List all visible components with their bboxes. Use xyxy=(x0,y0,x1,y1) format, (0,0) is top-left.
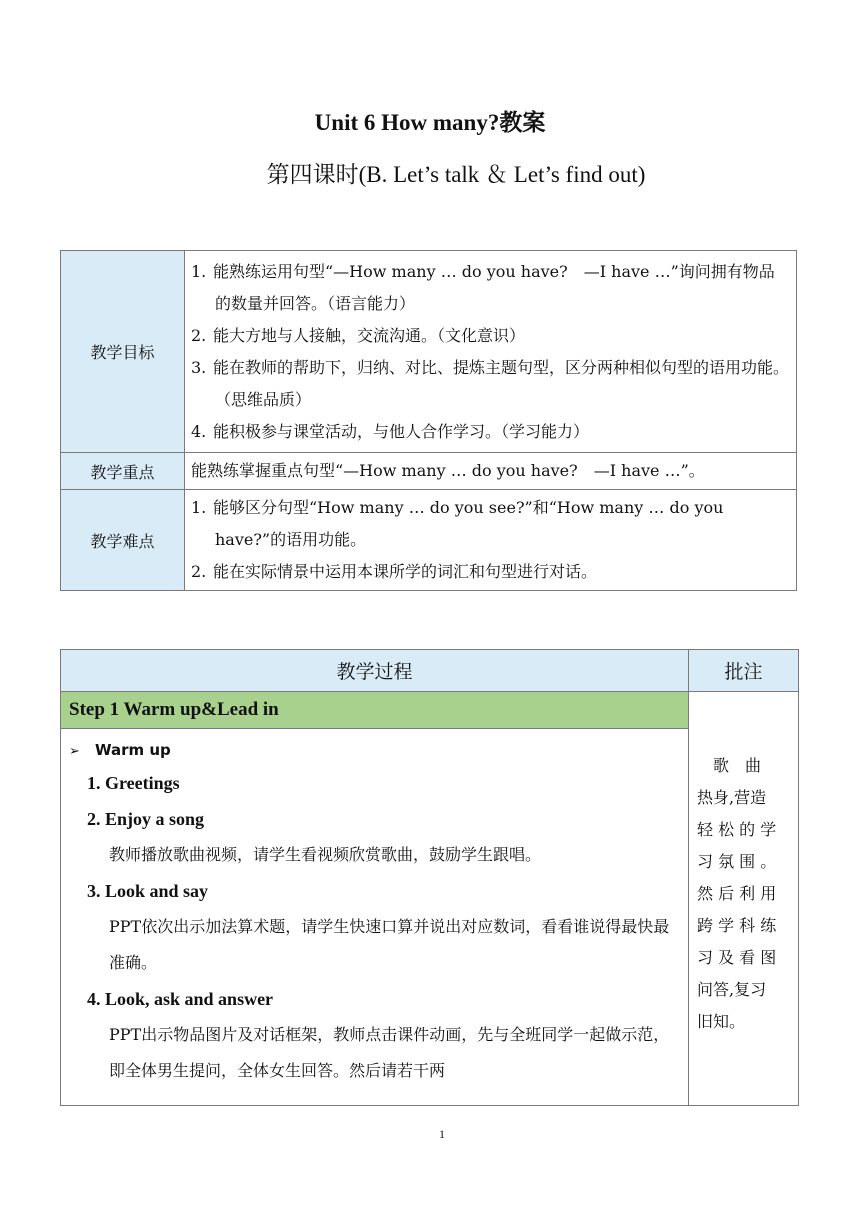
page-number: 1 xyxy=(439,1127,445,1141)
note-line: 旧知。 xyxy=(697,1012,746,1031)
objective-item: 1. 能熟练运用句型“—How many … do you have? —I have …”询问拥有物品的数量并回答。（语言能力） xyxy=(191,261,775,313)
step1-body xyxy=(61,729,689,1106)
doc-title: Unit 6 How many?教案 xyxy=(314,110,546,135)
arrow-bullet-icon: ➢ xyxy=(69,744,80,759)
difficulty-item: 1. 能够区分句型“How many … do you see?”和“How many … do you have?”的语用功能。 xyxy=(191,498,724,549)
warm-up-bullet: ➢ Warm up xyxy=(69,735,680,765)
note-line: 热身,营造 xyxy=(697,788,767,807)
note-line: 习 及 看 图 xyxy=(697,948,777,967)
objectives-content xyxy=(185,251,797,453)
note-header: 批注 xyxy=(689,650,799,692)
step1-heading: Step 1 Warm up&Lead in xyxy=(61,692,689,729)
difficulty-item: 2. 能在实际情景中运用本课所学的词汇和句型进行对话。 xyxy=(191,562,598,581)
step-item-title: 4. Look, ask and answer xyxy=(87,989,274,1009)
note-line: 跨 学 科 练 xyxy=(697,916,777,935)
note-line: 轻 松 的 学 xyxy=(697,820,777,839)
doc-subtitle: 第四课时(B. Let’s talk ＆ Let’s find out) xyxy=(266,162,646,187)
step-item-desc: PPT依次出示加法算术题，请学生快速口算并说出对应数词，看看谁说得最快最准确。 xyxy=(109,917,670,972)
step-item-desc: PPT出示物品图片及对话框架，教师点击课件动画，先与全班同学一起做示范，即全体男生提问，全体女生回答。然后请若干两 xyxy=(109,1025,670,1080)
process-table xyxy=(60,649,799,1106)
note-line: 问答,复习 xyxy=(697,980,767,999)
note-line: 歌 曲 xyxy=(697,756,762,775)
key-points-label: 教学重点 xyxy=(61,453,185,490)
objectives-table xyxy=(60,250,797,591)
step-item-desc: 教师播放歌曲视频，请学生看视频欣赏歌曲，鼓励学生跟唱。 xyxy=(109,845,542,864)
objectives-label: 教学目标 xyxy=(61,251,185,453)
step-item-title: 2. Enjoy a song xyxy=(87,809,205,829)
note-line: 习 氛 围 。 xyxy=(697,852,777,871)
difficulties-label: 教学难点 xyxy=(61,490,185,591)
step-item-title: 1. Greetings xyxy=(87,773,180,793)
step-item-title: 3. Look and say xyxy=(87,881,209,901)
key-points-content: 能熟练掌握重点句型“—How many … do you have? —I have …”。 xyxy=(185,453,797,490)
objective-item: 4. 能积极参与课堂活动，与他人合作学习。（学习能力） xyxy=(191,421,590,441)
objective-item: 3. 能在教师的帮助下，归纳、对比、提炼主题句型，区分两种相似句型的语用功能。（思维品质） xyxy=(191,357,790,409)
note-cell xyxy=(689,692,799,1106)
objective-item: 2. 能大方地与人接触，交流沟通。（文化意识） xyxy=(191,325,526,345)
process-header: 教学过程 xyxy=(61,650,689,692)
difficulties-content xyxy=(185,490,797,591)
note-line: 然 后 利 用 xyxy=(697,884,777,903)
